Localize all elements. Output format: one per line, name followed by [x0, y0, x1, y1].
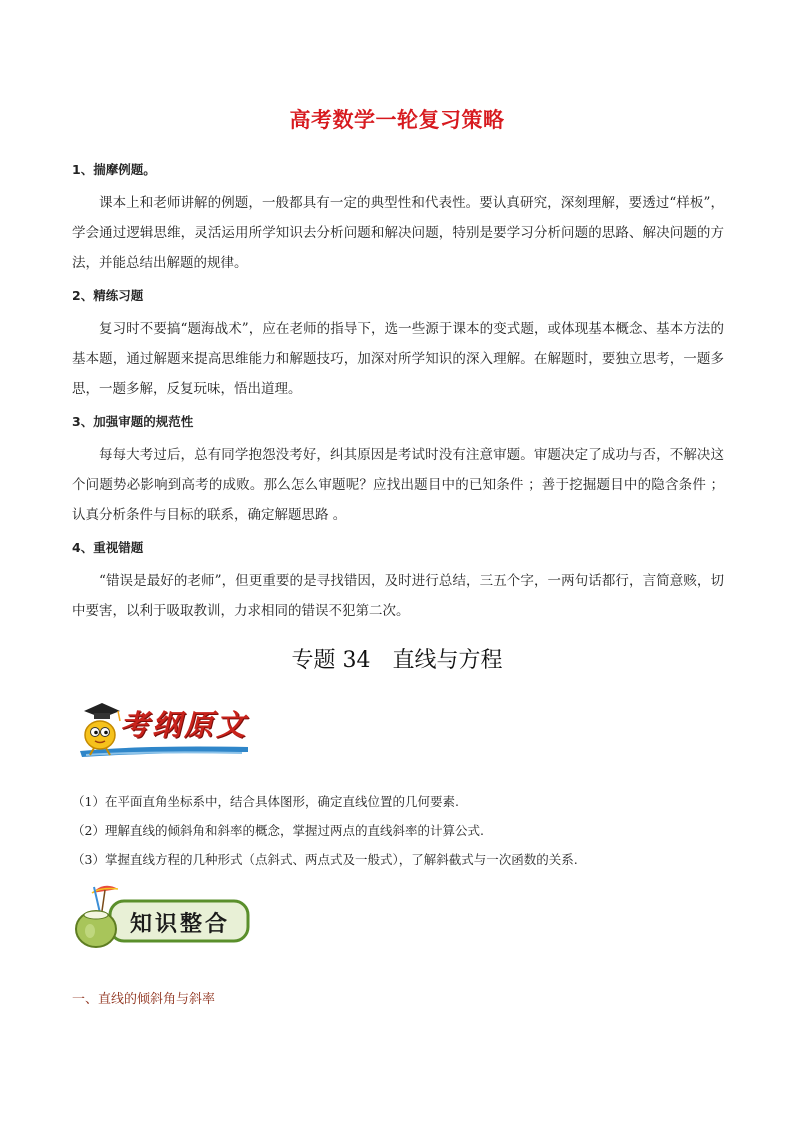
- objective-item: （1）在平面直角坐标系中，结合具体图形，确定直线位置的几何要素.: [72, 794, 459, 809]
- section-heading: 2、精练习题: [72, 288, 144, 303]
- page-title: 高考数学一轮复习策略: [289, 108, 505, 132]
- knowledge-banner-label: 知识整合: [130, 912, 231, 937]
- section-heading: 1、揣摩例题。: [72, 162, 156, 177]
- strategy-sections: [72, 160, 724, 634]
- section-paragraph: “错误是最好的老师”，但更重要的是寻找错因，及时进行总结，三五个字，一两句话都行，言简意赅，切中要害，以利于吸取教训，力求相同的错误不犯第二次。: [72, 573, 724, 619]
- syllabus-banner: [72, 697, 252, 761]
- syllabus-objectives: [72, 787, 732, 874]
- objective-item: （2）理解直线的倾斜角和斜率的概念，掌握过两点的直线斜率的计算公式.: [72, 823, 484, 838]
- section-paragraph: 每每大考过后，总有同学抱怨没考好，纠其原因是考试时没有注意审题。审题决定了成功与否，不解决这个问题势必影响到高考的成败。那么怎么审题呢？应找出题目中的已知条件 ；善于挖掘题目中的隐含条件 ；认真分析条件与目标的联系，确定解题思路 。: [72, 447, 724, 523]
- section-paragraph: 课本上和老师讲解的例题，一般都具有一定的典型性和代表性。要认真研究，深刻理解，要透过“样板”，学会通过逻辑思维，灵活运用所学知识去分析问题和解决问题，特别是要学习分析问题的思路、解决问题的方法，并能总结出解题的规律。: [72, 195, 724, 271]
- section-heading: 3、加强审题的规范性: [72, 414, 194, 429]
- topic-title: 专题 34 直线与方程: [291, 648, 503, 673]
- section-title: 一、直线的倾斜角与斜率: [72, 992, 216, 1007]
- syllabus-banner-label: 考纲原文: [120, 708, 249, 742]
- section-paragraph: 复习时不要搞“题海战术”，应在老师的指导下，选一些源于课本的变式题，或体现基本概念、基本方法的基本题，通过解题来提高思维能力和解题技巧，加深对所学知识的深入理解。在解题时，要独立思考，一题多思，一题多解，反复玩味，悟出道理。: [72, 321, 724, 397]
- knowledge-banner: [72, 887, 252, 951]
- section-heading: 4、重视错题: [72, 540, 144, 555]
- objective-item: （3）掌握直线方程的几种形式（点斜式、两点式及一般式），了解斜截式与一次函数的关系.: [72, 852, 578, 867]
